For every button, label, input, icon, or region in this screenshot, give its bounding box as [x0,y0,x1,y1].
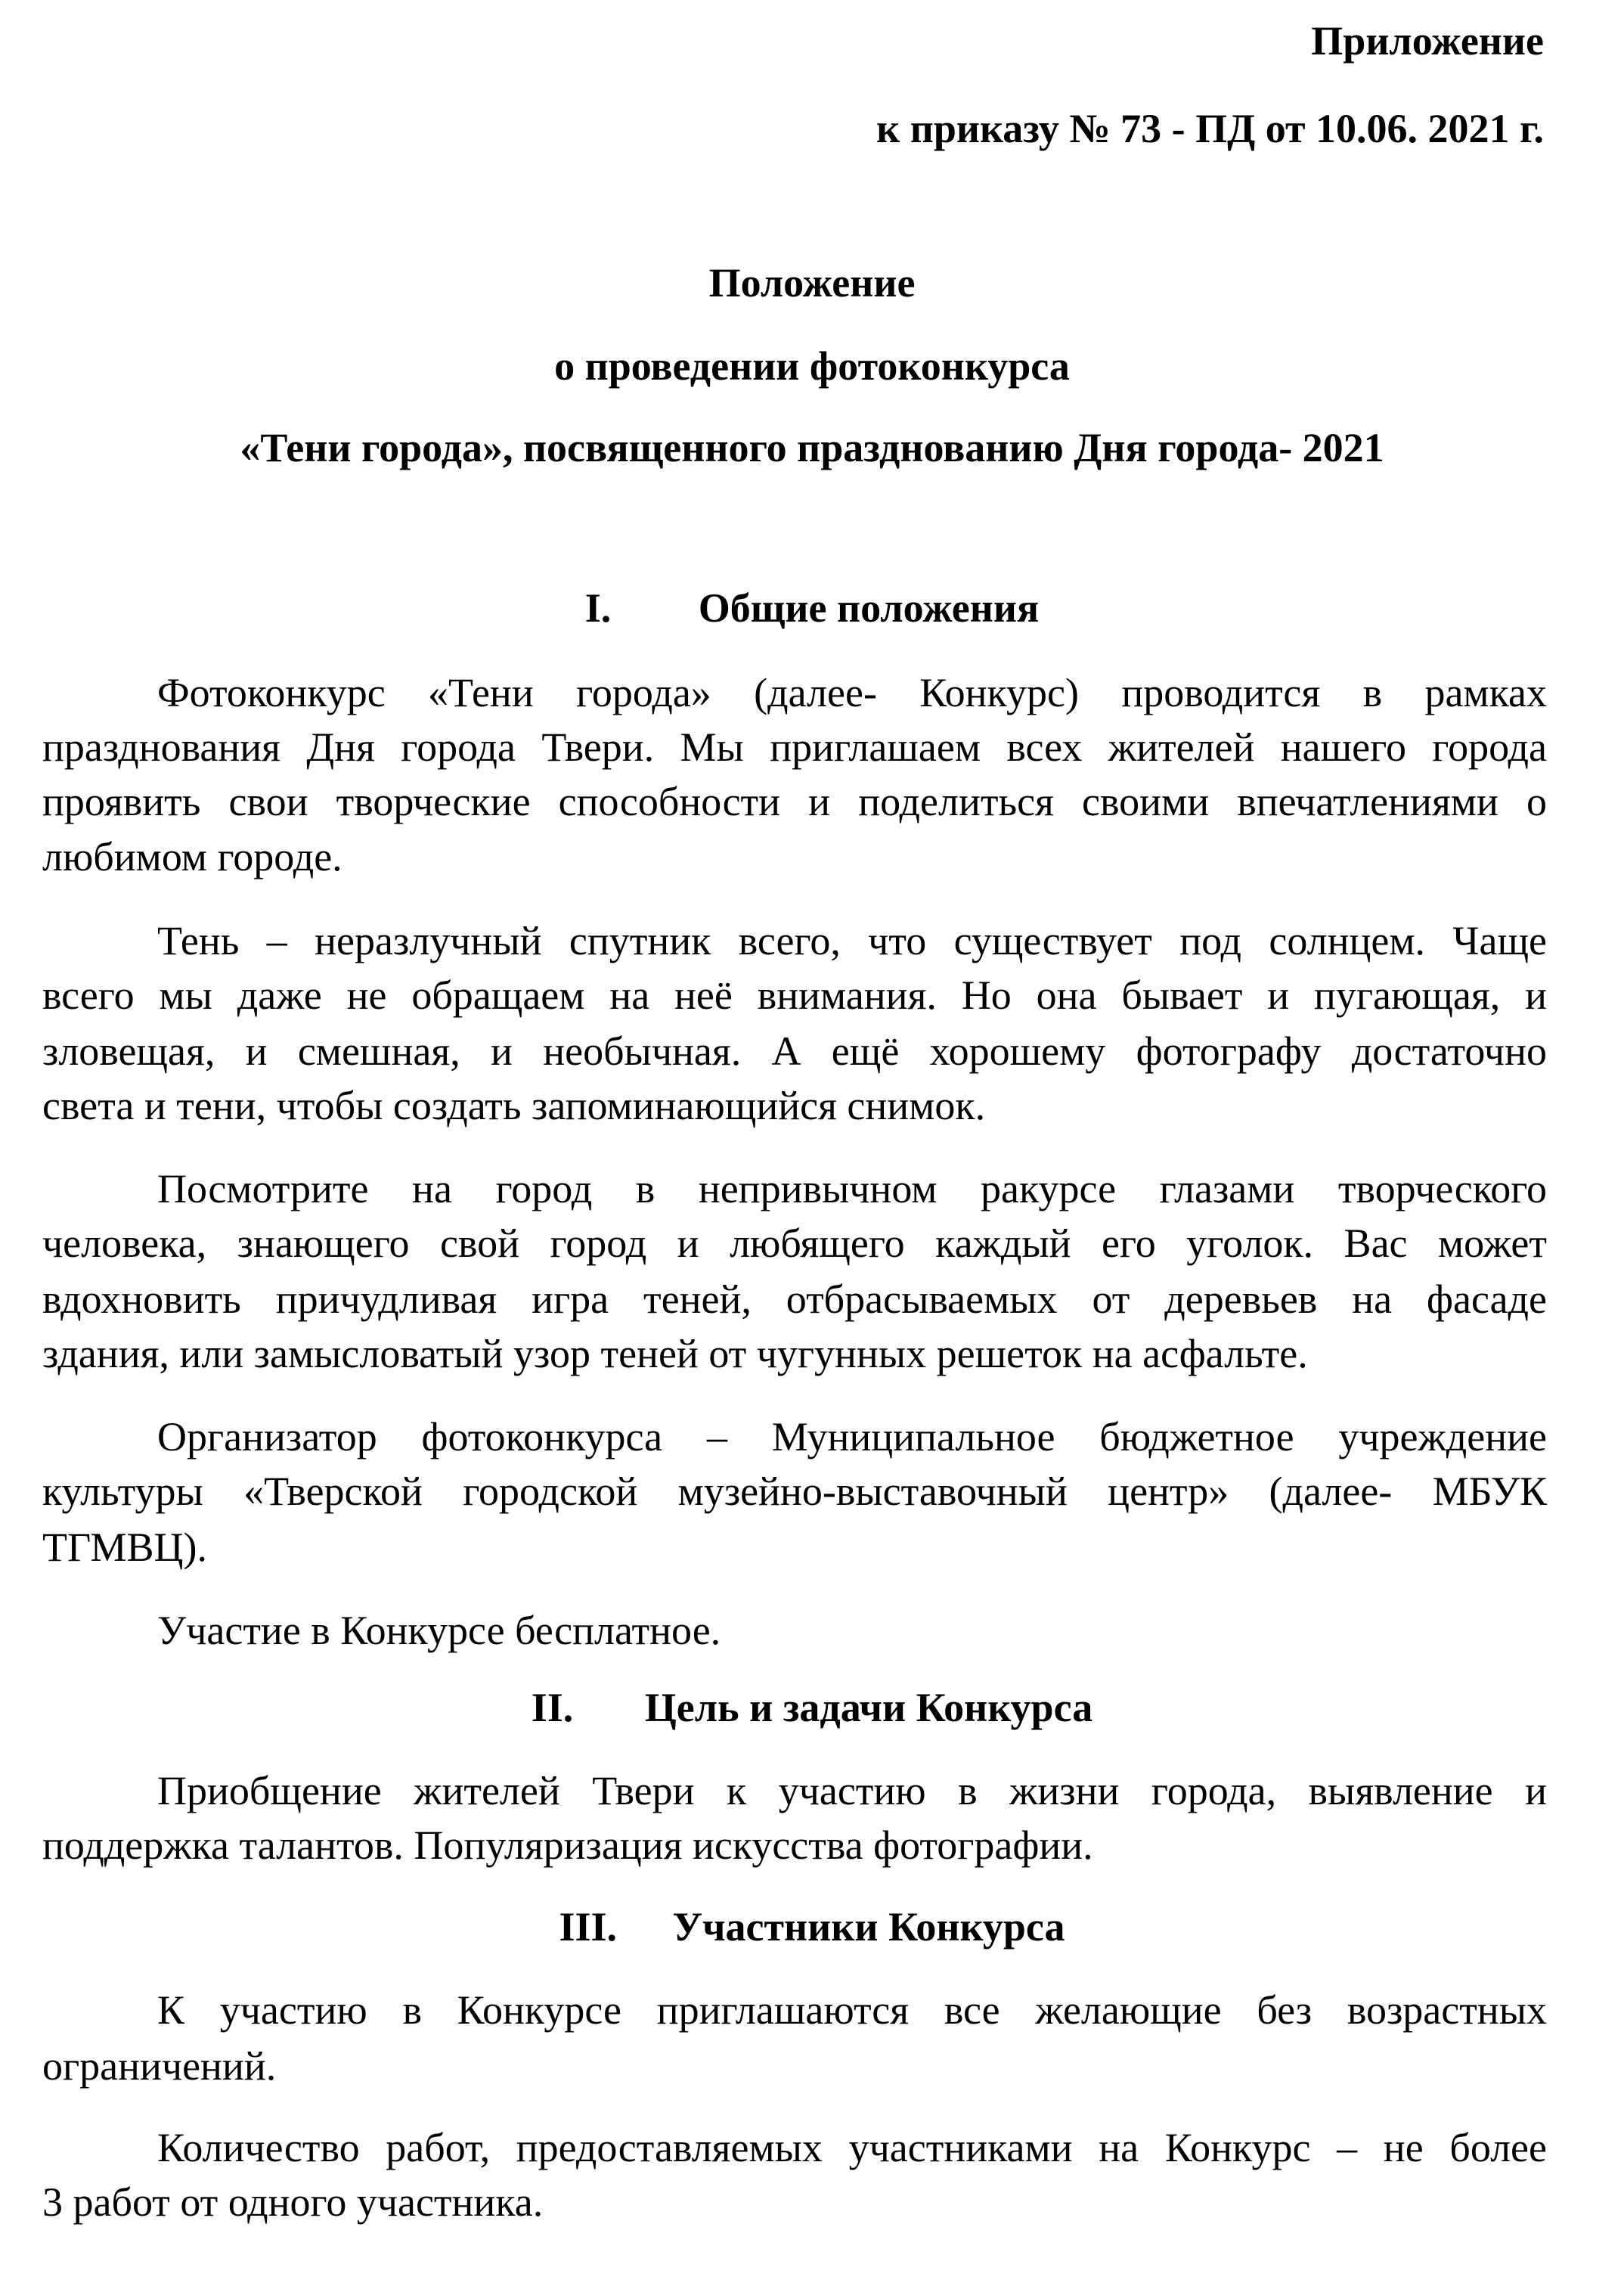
appendix-label: Приложение [1311,18,1544,64]
paragraph-line: поддержка талантов. Популяризация искусства фотографии. [42,1822,1093,1868]
paragraph-line: проявить свои творческие способности и поделиться своими впечатлениями о [42,779,1547,824]
order-reference: к приказу № 73 - ПД от 10.06. 2021 г. [876,106,1544,151]
document-title: Положение [708,260,916,306]
paragraph-line: человека, знающего свой город и любящего каждый его уголок. Вас может [42,1221,1547,1266]
paragraph-line: Организатор фотоконкурса – Муниципальное бюджетное учреждение [157,1414,1547,1459]
section-number: II. [531,1685,574,1730]
paragraph-line: Участие в Конкурсе бесплатное. [157,1608,721,1653]
section-heading [0,1685,1624,1730]
paragraph-line: света и тени, чтобы создать запоминающийся снимок. [42,1083,986,1128]
paragraph-line: любимом городе. [42,834,342,879]
paragraph-line: К участию в Конкурсе приглашаются все желающие без возрастных [157,1987,1547,2033]
document-subtitle: о проведении фотоконкурса [554,343,1070,389]
section-heading [0,585,1624,631]
paragraph-line: всего мы даже не обращаем на неё внимания. Но она бывает и пугающая, и [42,972,1547,1018]
section-number: I. [584,585,612,631]
paragraph-line: празднования Дня города Твери. Мы приглашаем всех жителей нашего города [42,724,1547,770]
paragraph-line: Количество работ, предоставляемых участниками на Конкурс – не более [157,2125,1547,2170]
section-number: III. [559,1904,617,1950]
paragraph-line: Приобщение жителей Твери к участию в жизни города, выявление и [157,1768,1547,1813]
section-title: Участники Конкурса [672,1904,1065,1950]
paragraph-line: культуры «Тверской городской музейно-выставочный центр» (далее- МБУК [42,1469,1547,1514]
section-heading [0,1904,1624,1950]
paragraph-line: зловещая, и смешная, и необычная. А ещё хорошему фотографу достаточно [42,1028,1547,1074]
paragraph-line: здания, или замысловатый узор теней от чугунных решеток на асфальте. [42,1331,1308,1376]
paragraph-line: Посмотрите на город в непривычном ракурсе глазами творческого [157,1166,1547,1211]
paragraph-line: Фотоконкурс «Тени города» (далее- Конкурс) проводится в рамках [157,670,1547,715]
document-subtitle-contest-name: «Тени города», посвященного празднованию Дня города- 2021 [240,425,1384,470]
paragraph-line: Тень – неразлучный спутник всего, что существует под солнцем. Чаще [157,918,1547,963]
section-title: Общие положения [698,585,1040,631]
paragraph-line: вдохновить причудливая игра теней, отбрасываемых от деревьев на фасаде [42,1276,1547,1322]
paragraph-line: ограничений. [42,2043,277,2089]
section-title: Цель и задачи Конкурса [644,1685,1093,1730]
paragraph-line: ТГМВЦ). [42,1525,208,1570]
paragraph-line: 3 работ от одного участника. [42,2179,544,2225]
